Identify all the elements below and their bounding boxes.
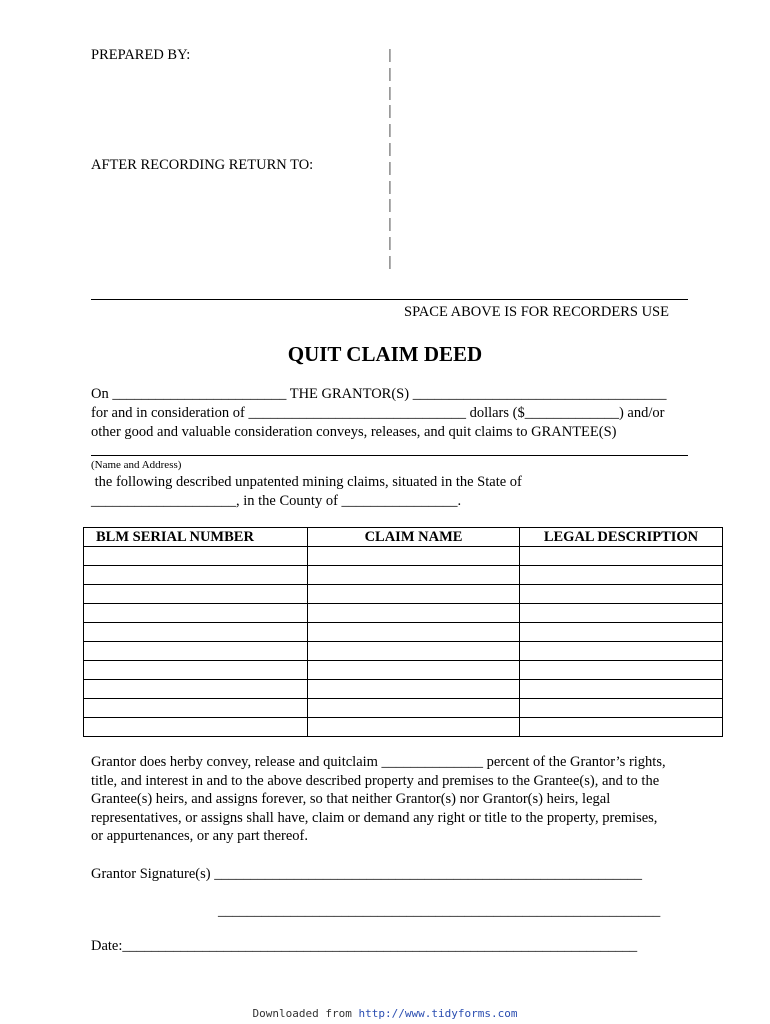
- claim-name-cell[interactable]: [308, 718, 520, 737]
- grantee-rule: [91, 455, 688, 456]
- state-line: the following described unpatented mining claims, situated in the State of: [91, 474, 522, 490]
- claim-name-cell[interactable]: [308, 699, 520, 718]
- recorder-rule: [91, 299, 688, 300]
- table-row: [84, 680, 723, 699]
- prepared-by-label: PREPARED BY:: [91, 47, 191, 63]
- county-line: ____________________, in the County of ________________.: [91, 493, 462, 509]
- page-title: QUIT CLAIM DEED: [287, 342, 483, 366]
- legal-description-cell[interactable]: [520, 718, 723, 737]
- second-signature-line: _____________________________________________________________: [218, 903, 661, 919]
- divider-bar: |: [388, 253, 392, 270]
- table-row: [84, 547, 723, 566]
- legal-description-cell[interactable]: [520, 642, 723, 661]
- blm-serial-cell[interactable]: [84, 699, 308, 718]
- legal-description-cell[interactable]: [520, 585, 723, 604]
- legal-description-cell[interactable]: [520, 566, 723, 585]
- legal-description-cell[interactable]: [520, 623, 723, 642]
- blm-serial-cell[interactable]: [84, 547, 308, 566]
- table-row: [84, 661, 723, 680]
- footer-prefix: Downloaded from: [252, 1007, 359, 1020]
- convey-paragraph: [91, 753, 701, 846]
- divider-bar: |: [388, 103, 392, 120]
- convey-line: title, and interest in and to the above described property and premises to the Grantee(s), and to the: [91, 772, 660, 789]
- claim-name-cell[interactable]: [308, 661, 520, 680]
- consideration-line: for and in consideration of ______________________________ dollars ($_____________) and/or: [91, 405, 665, 421]
- grantor-signature-line: Grantor Signature(s) ___________________________________________________________: [91, 866, 642, 882]
- convey-line: representatives, or assigns shall have, claim or demand any right or title to the property, premises,: [91, 809, 658, 826]
- legal-description-cell[interactable]: [520, 604, 723, 623]
- divider-bar: |: [388, 140, 392, 157]
- claim-name-cell[interactable]: [308, 566, 520, 585]
- blm-serial-header: BLM SERIAL NUMBER: [84, 528, 308, 547]
- legal-description-cell[interactable]: [520, 661, 723, 680]
- legal-description-cell[interactable]: [520, 547, 723, 566]
- table-row: [84, 604, 723, 623]
- date-line: Date:_______________________________________________________________________: [91, 938, 638, 954]
- divider-bar: |: [388, 84, 392, 101]
- blm-serial-cell[interactable]: [84, 566, 308, 585]
- claims-table: [83, 527, 723, 737]
- table-row: [84, 623, 723, 642]
- table-row: [84, 699, 723, 718]
- footer-link[interactable]: http://www.tidyforms.com: [358, 1007, 518, 1020]
- claim-name-cell[interactable]: [308, 585, 520, 604]
- legal-description-header: LEGAL DESCRIPTION: [520, 528, 723, 547]
- grantee-line: other good and valuable consideration conveys, releases, and quit claims to GRANTEE(S): [91, 424, 617, 440]
- blm-serial-cell[interactable]: [84, 718, 308, 737]
- divider-bar: |: [388, 197, 392, 214]
- table-row: [84, 642, 723, 661]
- claim-name-cell[interactable]: [308, 623, 520, 642]
- blm-serial-cell[interactable]: [84, 661, 308, 680]
- divider-bar: |: [388, 122, 392, 139]
- blm-serial-cell[interactable]: [84, 604, 308, 623]
- table-row: [84, 566, 723, 585]
- claim-name-cell[interactable]: [308, 680, 520, 699]
- claims-table-header-row: [84, 528, 723, 547]
- table-row: [84, 585, 723, 604]
- divider-bar: |: [388, 234, 392, 251]
- blm-serial-cell[interactable]: [84, 642, 308, 661]
- name-address-label: (Name and Address): [91, 459, 182, 471]
- divider-bar: |: [388, 65, 392, 82]
- convey-line: Grantor does herby convey, release and quitclaim ______________ percent of the Grantor’s rights,: [91, 754, 666, 770]
- after-recording-label: AFTER RECORDING RETURN TO:: [91, 157, 314, 173]
- claim-name-cell[interactable]: [308, 604, 520, 623]
- download-footer: [0, 1007, 770, 1021]
- recorder-divider: [384, 46, 396, 272]
- claim-name-cell[interactable]: [308, 547, 520, 566]
- divider-bar: |: [388, 47, 392, 63]
- blm-serial-cell[interactable]: [84, 680, 308, 699]
- blm-serial-cell[interactable]: [84, 585, 308, 604]
- blm-serial-cell[interactable]: [84, 623, 308, 642]
- claim-name-cell[interactable]: [308, 642, 520, 661]
- legal-description-cell[interactable]: [520, 699, 723, 718]
- table-row: [84, 718, 723, 737]
- recorder-space-note: SPACE ABOVE IS FOR RECORDERS USE: [404, 304, 669, 320]
- divider-bar: |: [388, 216, 392, 233]
- divider-bar: |: [388, 178, 392, 195]
- legal-description-cell[interactable]: [520, 680, 723, 699]
- convey-line: Grantee(s) heirs, and assigns forever, so that neither Grantor(s) nor Grantor(s) heirs, legal: [91, 791, 611, 807]
- convey-line: or appurtenances, or any part thereof.: [91, 828, 308, 844]
- claim-name-header: CLAIM NAME: [308, 528, 520, 547]
- divider-bar: |: [388, 159, 392, 176]
- grantor-line: On ________________________ THE GRANTOR(S) ___________________________________: [91, 386, 667, 402]
